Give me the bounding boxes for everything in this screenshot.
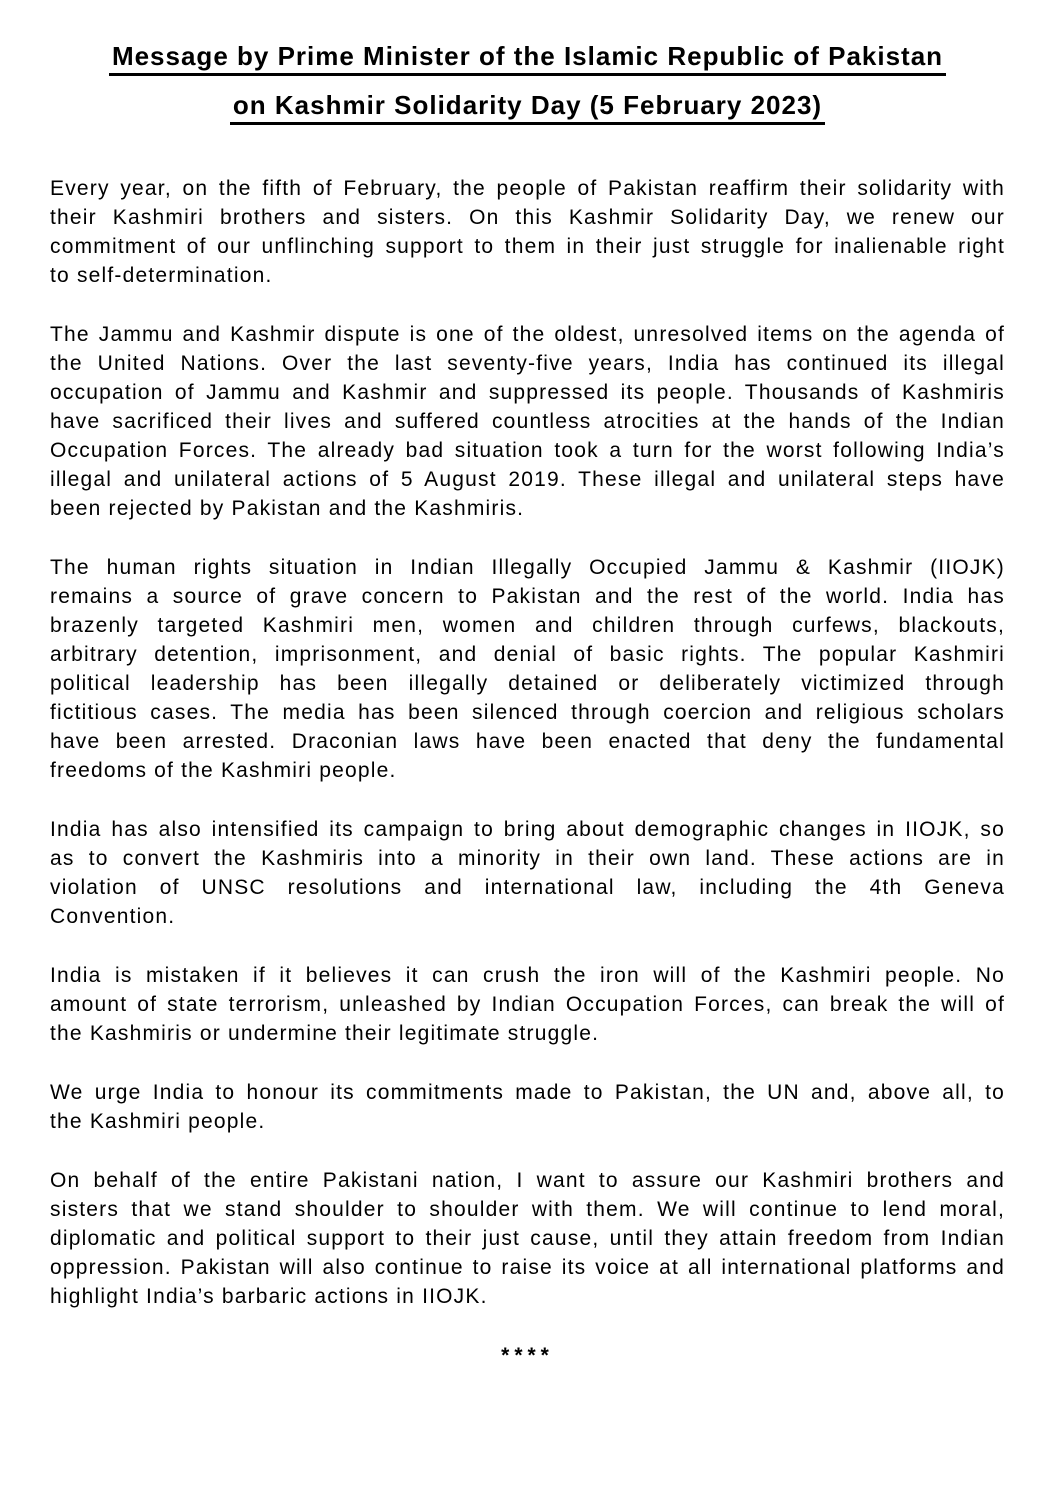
paragraph [50,815,1005,931]
paragraph-line: occupation of Jammu and Kashmir and suppressed its people. Thousands of Kashmiris [50,381,1005,404]
end-of-document-marker: **** [501,1344,554,1367]
title-line-2-text: on Kashmir Solidarity Day (5 February 2023) [230,90,825,125]
paragraph-line: diplomatic and political support to their just cause, until they attain freedom from Indian [50,1227,1005,1250]
paragraph-line: commitment of our unflinching support to them in their just struggle for inalienable right [50,235,1005,258]
paragraph-line: We urge India to honour its commitments made to Pakistan, the UN and, above all, to [50,1081,1005,1104]
paragraph-line: The human rights situation in Indian Illegally Occupied Jammu & Kashmir (IIOJK) [50,556,1005,579]
title-line-1-text: Message by Prime Minister of the Islamic Republic of Pakistan [109,41,946,76]
paragraph-line: illegal and unilateral actions of 5 August 2019. These illegal and unilateral steps have [50,468,1005,491]
paragraph-line: The Jammu and Kashmir dispute is one of the oldest, unresolved items on the agenda of [50,323,1005,346]
paragraph-line: Convention. [50,905,176,928]
paragraph-line: amount of state terrorism, unleashed by Indian Occupation Forces, can break the will of [50,993,1005,1016]
paragraph [50,174,1005,290]
paragraph-line: highlight India’s barbaric actions in IIOJK. [50,1285,488,1308]
paragraph-line: been rejected by Pakistan and the Kashmiris. [50,497,525,520]
paragraph-line: fictitious cases. The media has been silenced through coercion and religious scholars [50,701,1005,724]
paragraph-line: Every year, on the fifth of February, the people of Pakistan reaffirm their solidarity with [50,177,1005,200]
paragraph-line: sisters that we stand shoulder to shoulder with them. We will continue to lend moral, [50,1198,1005,1221]
paragraph-line: Occupation Forces. The already bad situation took a turn for the worst following India’s [50,439,1005,462]
document-body [50,174,1005,1311]
paragraph-line: oppression. Pakistan will also continue to raise its voice at all international platforms and [50,1256,1005,1279]
paragraph-line: have been arrested. Draconian laws have been enacted that deny the fundamental [50,730,1005,753]
paragraph-line: freedoms of the Kashmiri people. [50,759,397,782]
paragraph-line: violation of UNSC resolutions and international law, including the 4th Geneva [50,876,1005,899]
paragraph-line: to self-determination. [50,264,273,287]
paragraph-line: India is mistaken if it believes it can crush the iron will of the Kashmiri people. No [50,964,1005,987]
paragraph-line: On behalf of the entire Pakistani nation, I want to assure our Kashmiri brothers and [50,1169,1005,1192]
paragraph-line: their Kashmiri brothers and sisters. On this Kashmir Solidarity Day, we renew our [50,206,1005,229]
paragraph-line: remains a source of grave concern to Pakistan and the rest of the world. India has [50,585,1005,608]
paragraph [50,1078,1005,1136]
title-line-1 [50,32,1005,81]
paragraph-line: arbitrary detention, imprisonment, and denial of basic rights. The popular Kashmiri [50,643,1005,666]
document-title [50,32,1005,130]
paragraph [50,961,1005,1048]
paragraph [50,1166,1005,1311]
paragraph-line: as to convert the Kashmiris into a minority in their own land. These actions are in [50,847,1005,870]
title-line-2 [50,81,1005,130]
paragraph-line: India has also intensified its campaign to bring about demographic changes in IIOJK, so [50,818,1005,841]
paragraph-line: political leadership has been illegally detained or deliberately victimized through [50,672,1005,695]
paragraph-line: the Kashmiri people. [50,1110,266,1133]
paragraph [50,320,1005,523]
paragraph-line: the United Nations. Over the last seventy-five years, India has continued its illegal [50,352,1005,375]
paragraph [50,553,1005,785]
paragraph-line: have sacrificed their lives and suffered countless atrocities at the hands of the Indian [50,410,1005,433]
paragraph-line: the Kashmiris or undermine their legitimate struggle. [50,1022,600,1045]
paragraph-line: brazenly targeted Kashmiri men, women and children through curfews, blackouts, [50,614,1005,637]
